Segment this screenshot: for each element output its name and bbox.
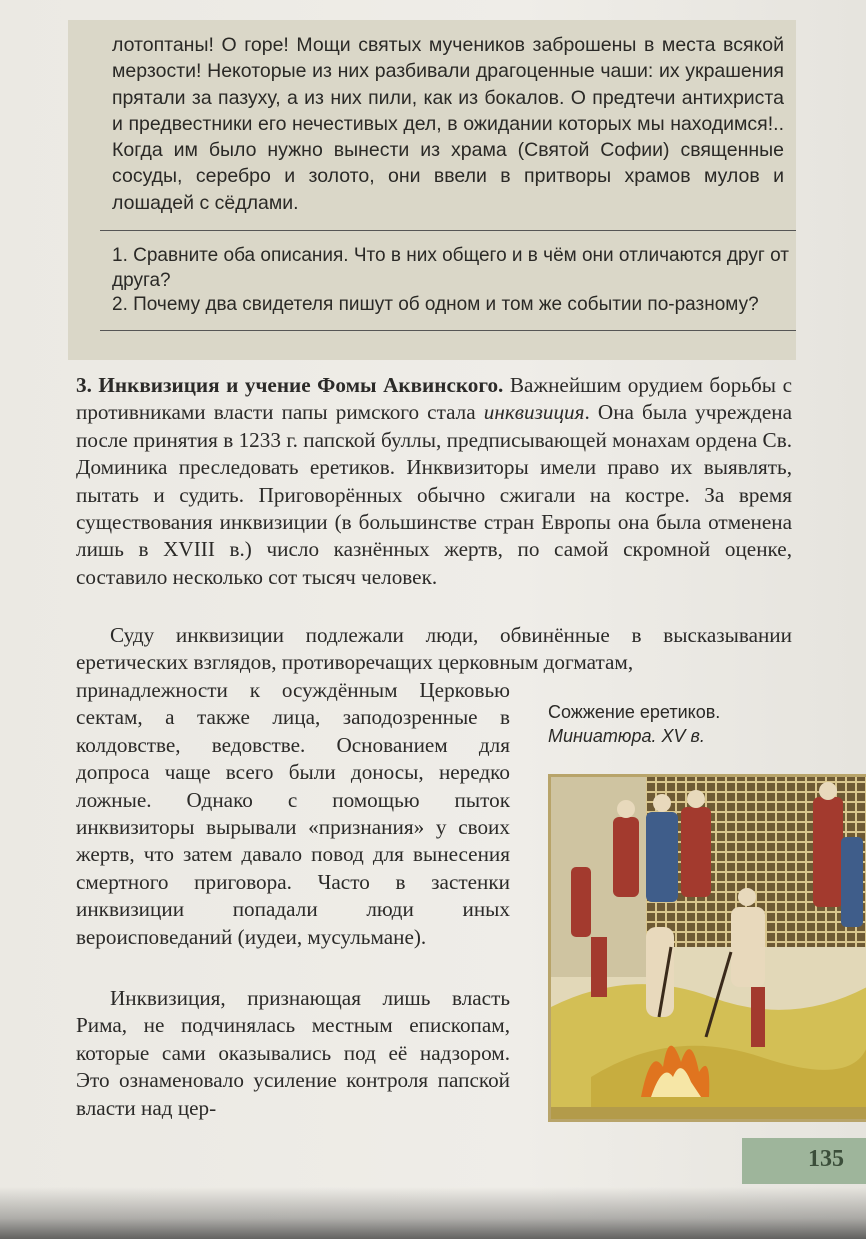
miniature-illustration [548, 774, 866, 1122]
figure-caption [548, 700, 720, 748]
page-number-tab [742, 1138, 866, 1184]
paragraph-1-column: принадлежности к осуждённым Церковью сектам, а также лица, заподозренные в колдовстве, ведовстве. Основанием для допроса чаще всего были доносы, нередко ложные. Однако с помощью пыток инквизиторы вырывали «признания» у своих жертв, что затем давало повод для вынесения смертного приговора. Часто в застенки инквизиции попадали люди иных вероисповеданий (иудеи, мусульмане). [76, 678, 510, 949]
question-item: 1. Сравните оба описания. Что в них общего и в чём они отличаются друг от друга? [112, 245, 789, 291]
section-intro-paragraph [76, 372, 792, 591]
page-number: 135 [808, 1146, 844, 1172]
term-inquisition: инквизиция [483, 400, 585, 425]
paragraph-1-full-width: Суду инквизиции подлежали люди, обвинённые в высказывании еретических взглядов, противоречащих церковным догматам, [76, 623, 792, 675]
paragraph-2: Инквизиция, признающая лишь власть Рима, не подчинялась местным епископам, которые сами оказывались под её надзором. Это ознаменовало усиление контроля папской власти над цер- [76, 986, 510, 1120]
questions-bottom-rule [100, 330, 796, 331]
source-quote-text: лотоптаны! О горе! Мощи святых мучеников заброшены в места всякой мерзости! Некоторые из них разбивали драгоценные чаши: их украшения прятали за пазуху, а из них пили, как из бокалов. О предтечи антихриста и предвестники его нечестивых дел, в ожидании которых мы находимся!.. Когда им было нужно вынести из храма (Святой Софии) священные сосуды, серебро и золото, они ввели в притворы храмов мулов и лошадей с сёдлами. [112, 34, 784, 214]
burning-heretics-miniature-image [551, 777, 866, 1119]
figure-caption-subtitle: Миниатюра. XV в. [548, 726, 705, 746]
figure-caption-title: Сожжение еретиков. [548, 702, 721, 722]
section-intro-text: Важнейшим орудием борьбы с противниками власти папы римского стала [76, 373, 792, 425]
section-heading: 3. Инквизиция и учение Фомы Аквинского. [76, 373, 504, 397]
questions-list [112, 244, 792, 318]
question-item: 2. Почему два свидетеля пишут об одном и том же событии по-разному? [112, 294, 759, 315]
questions-top-rule [100, 230, 796, 231]
page-edge-shadow [0, 1187, 866, 1239]
section-intro-text-cont: . Она была учреждена после принятия в 1233 г. папской буллы, предписывающей монахам ордена Св. Доминика преследовать еретиков. Инквизиторы имели право их выявлять, пытать и судить. Приговорённых обычно сжигали на костре. За время существования инквизиции (в большинстве стран Европы она была отменена лишь в XVIII в.) число казнённых жертв, по самой скромной оценке, составило несколько сот тысяч человек. [76, 400, 792, 589]
